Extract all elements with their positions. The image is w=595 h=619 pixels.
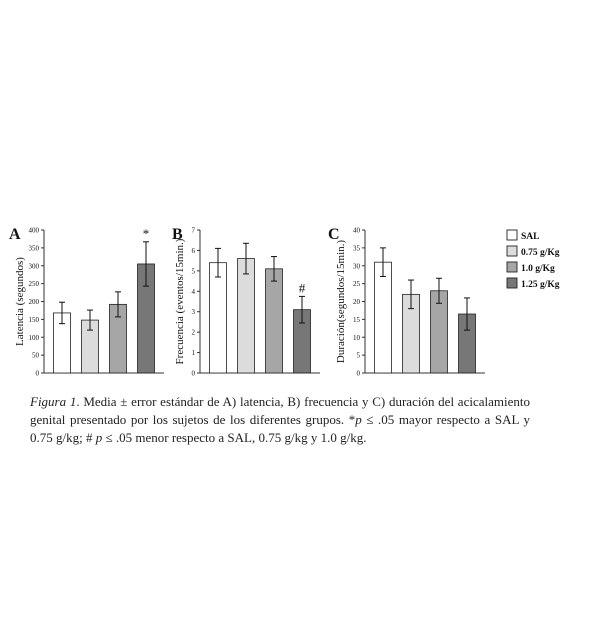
bar-1-0-g-kg bbox=[266, 269, 283, 373]
caption-text-1: . Media ± error estándar de A) latencia, B) frecuencia y C) duración del acicalamiento genital presentado por los sujetos de los diferentes grupos. * bbox=[30, 394, 530, 427]
bar-0-75-g-kg bbox=[238, 259, 255, 373]
caption-p-symbol-2: p bbox=[95, 430, 103, 445]
y-tick-label: 30 bbox=[353, 262, 360, 271]
y-tick-label: 0 bbox=[191, 369, 195, 378]
y-tick-label: 5 bbox=[191, 267, 195, 276]
y-tick-label: 300 bbox=[28, 262, 39, 271]
y-tick-label: 200 bbox=[28, 298, 39, 306]
y-tick-label: 2 bbox=[191, 328, 195, 337]
y-tick-label: 35 bbox=[353, 244, 360, 253]
y-tick-label: 20 bbox=[353, 298, 360, 306]
caption-text-3: ≤ .05 menor respecto a SAL, 0.75 g/kg y 1.0 g/kg. bbox=[102, 430, 367, 445]
bar-sal bbox=[375, 262, 392, 373]
y-tick-label: 250 bbox=[28, 280, 39, 289]
y-tick-label: 5 bbox=[356, 351, 360, 360]
significance-marker: # bbox=[298, 280, 306, 296]
significance-marker: * bbox=[142, 225, 150, 241]
y-tick-label: 10 bbox=[353, 333, 360, 342]
y-tick-label: 6 bbox=[191, 246, 195, 255]
y-tick-label: 7 bbox=[191, 226, 195, 235]
bar-sal bbox=[210, 263, 227, 373]
legend-swatch bbox=[507, 246, 517, 256]
y-tick-label: 3 bbox=[191, 308, 195, 317]
y-tick-label: 4 bbox=[191, 287, 195, 296]
y-tick-label: 0 bbox=[356, 369, 360, 378]
y-tick-label: 100 bbox=[28, 333, 39, 342]
y-tick-label: 400 bbox=[28, 226, 39, 235]
legend-label: 0.75 g/Kg bbox=[521, 248, 560, 258]
y-tick-label: 40 bbox=[353, 226, 360, 235]
caption-figure-label: Figura 1 bbox=[30, 394, 77, 409]
panel-label-c: C bbox=[328, 226, 340, 243]
y-tick-label: 150 bbox=[28, 315, 39, 324]
y-tick-label: 50 bbox=[32, 351, 39, 360]
y-axis-label: Frecuencia (eventos/15min.) bbox=[174, 238, 186, 365]
y-tick-label: 0 bbox=[35, 369, 39, 378]
caption-text-2: ≤ .05 mayor respecto a SAL y 0.75 g/kg; # bbox=[30, 412, 530, 445]
legend-label: 1.0 g/Kg bbox=[521, 264, 555, 274]
y-tick-label: 15 bbox=[353, 315, 360, 324]
y-tick-label: 1 bbox=[191, 349, 195, 358]
legend-label: SAL bbox=[521, 232, 540, 242]
legend-swatch bbox=[507, 278, 517, 288]
caption-p-symbol-1: p bbox=[355, 412, 362, 427]
legend-swatch bbox=[507, 230, 517, 240]
legend-label: 1.25 g/Kg bbox=[521, 280, 560, 290]
y-tick-label: 25 bbox=[353, 280, 360, 289]
panel-label-b: B bbox=[172, 226, 183, 243]
y-tick-label: 350 bbox=[28, 244, 39, 253]
legend-swatch bbox=[507, 262, 517, 272]
y-axis-label: Latencia (segundos) bbox=[14, 257, 26, 346]
panel-label-a: A bbox=[9, 226, 21, 243]
figure-caption bbox=[30, 393, 530, 447]
y-axis-label: Duración(segundos/15min.) bbox=[335, 239, 347, 364]
